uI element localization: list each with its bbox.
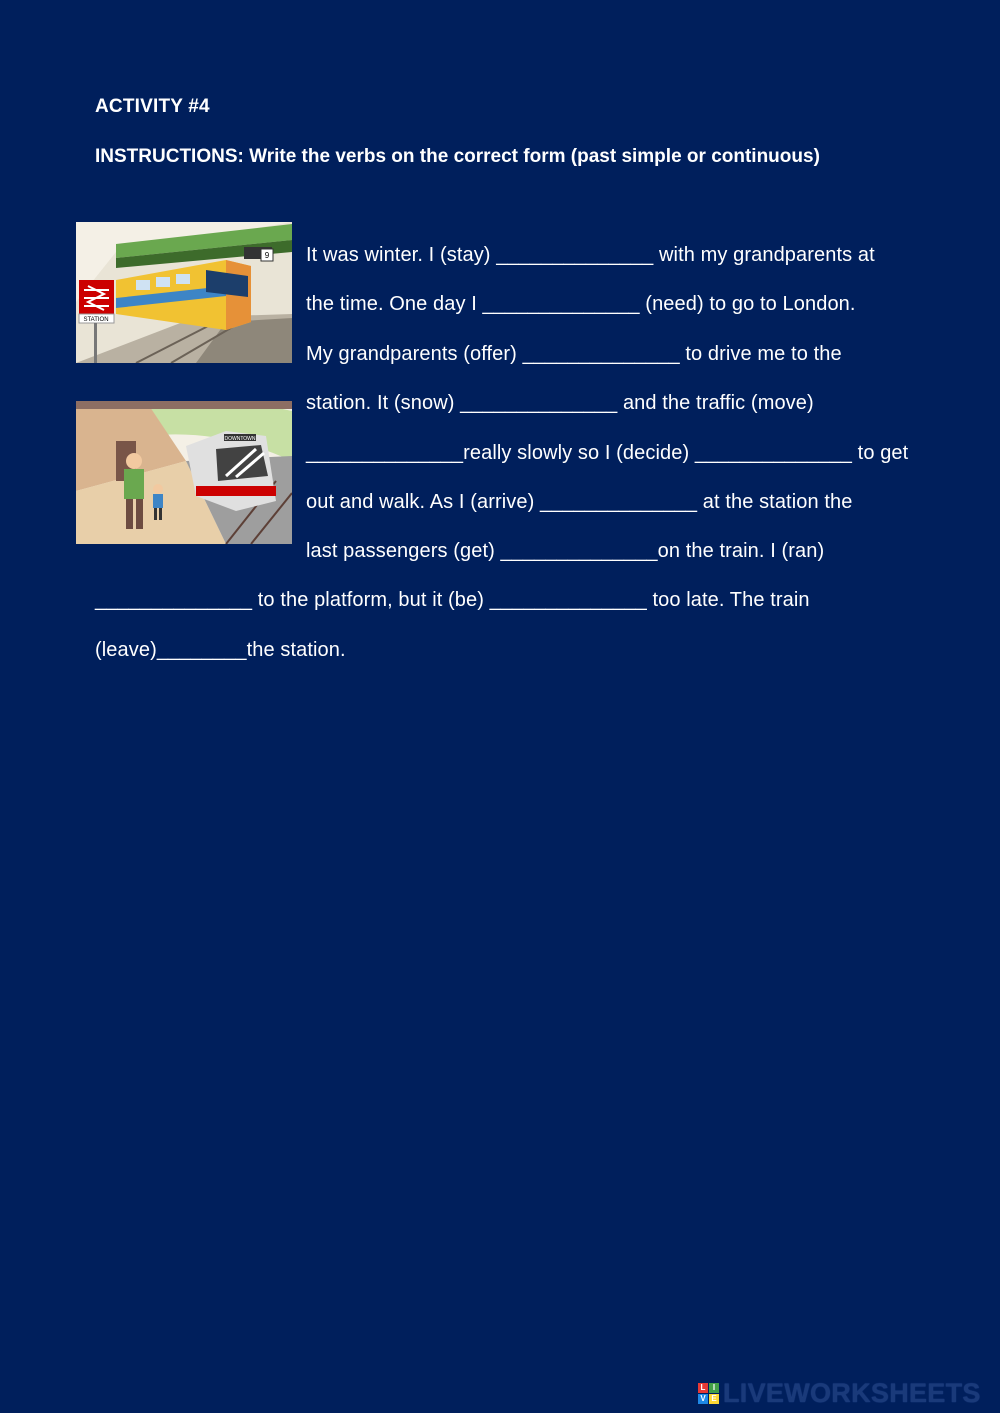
logo-text: LIVEWORKSHEETS xyxy=(723,1378,981,1408)
train-station-image xyxy=(76,222,292,363)
exercise-line-9: (leave)________the station. xyxy=(95,639,346,661)
exercise-line-5: ______________really slowly so I (decide) ______________ to get xyxy=(306,442,909,464)
exercise-line-3: My grandparents (offer) ______________ to drive me to the xyxy=(306,343,842,365)
train-destination-sign: DOWNTOWN xyxy=(224,436,256,442)
exercise-line-8: ______________ to the platform, but it (be) ______________ too late. The train xyxy=(95,589,810,611)
liveworksheets-logo xyxy=(698,1378,981,1409)
station-sign-text: STATION xyxy=(83,317,109,323)
exercise-line-6: out and walk. As I (arrive) ______________ at the station the xyxy=(306,491,853,513)
instructions: INSTRUCTIONS: Write the verbs on the correct form (past simple or continuous) xyxy=(95,146,820,167)
exercise-line-7: last passengers (get) ______________on the train. I (ran) xyxy=(306,540,825,562)
activity-title: ACTIVITY #4 xyxy=(95,96,210,117)
underground-platform-image xyxy=(76,401,292,544)
logo-icon: L I V E xyxy=(698,1383,719,1404)
platform-number: 9 xyxy=(264,251,270,260)
exercise-line-4: station. It (snow) ______________ and the traffic (move) xyxy=(306,392,814,414)
exercise-line-2: the time. One day I ______________ (need) to go to London. xyxy=(306,293,856,315)
exercise-line-1: It was winter. I (stay) ______________ with my grandparents at xyxy=(306,244,875,266)
